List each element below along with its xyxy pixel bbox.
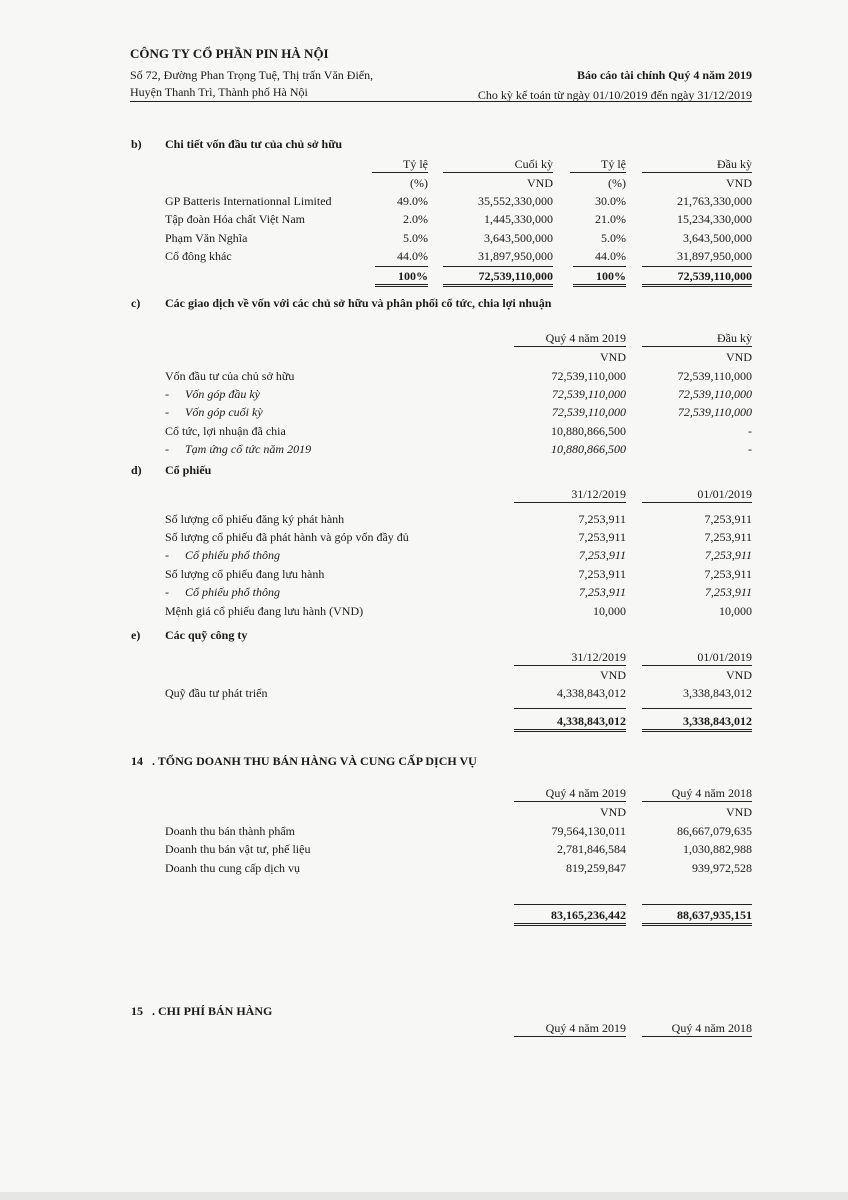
cell: -: [748, 424, 752, 438]
row-label: Mệnh giá cổ phiếu đang lưu hành (VND): [165, 604, 364, 618]
row-dash: -: [165, 548, 169, 562]
col-header-ratio-end: Tỷ lệ: [372, 157, 428, 173]
row-label: Số lượng cổ phiếu đăng ký phát hành: [165, 512, 345, 526]
report-title: Báo cáo tài chính Quý 4 năm 2019: [576, 68, 752, 82]
total-cell: 72,539,110,000: [642, 269, 752, 287]
total-rule: [514, 904, 626, 905]
row-label: Phạm Văn Nghĩa: [165, 231, 248, 245]
col-header-begin: Đầu kỳ: [642, 157, 752, 173]
row-label: Vốn đầu tư của chủ sở hữu: [165, 369, 295, 383]
row-label: Doanh thu bán vật tư, phế liệu: [165, 842, 311, 856]
cell: 10,880,866,500: [551, 424, 626, 438]
section-14-title: . TỔNG DOANH THU BÁN HÀNG VÀ CUNG CẤP DỊCH VỤ: [152, 754, 477, 768]
cell: 7,253,911: [578, 585, 626, 599]
unit-label: VND: [726, 805, 752, 819]
cell: 49.0%: [397, 194, 428, 208]
col-header-date-begin: 01/01/2019: [642, 650, 752, 666]
total-cell: 72,539,110,000: [443, 269, 553, 287]
row-label: Tạm ứng cổ tức năm 2019: [185, 442, 312, 456]
cell: 72,539,110,000: [551, 387, 626, 401]
row-label: Doanh thu cung cấp dịch vụ: [165, 861, 300, 875]
cell: 72,539,110,000: [551, 405, 626, 419]
col-header-begin: Đầu kỳ: [642, 331, 752, 347]
total-rule: [375, 266, 428, 267]
section-14-number: 14: [131, 754, 143, 768]
row-dash: -: [165, 387, 169, 401]
cell: 44.0%: [595, 249, 626, 263]
cell: 7,253,911: [704, 567, 752, 581]
cell: 31,897,950,000: [478, 249, 553, 263]
cell: 30.0%: [595, 194, 626, 208]
section-d-label: d): [131, 463, 142, 477]
section-15-title: . CHI PHÍ BÁN HÀNG: [152, 1004, 273, 1018]
row-label: Cổ phiếu phổ thông: [185, 548, 280, 562]
total-rule: [573, 266, 626, 267]
cell: 3,643,500,000: [683, 231, 752, 245]
row-label: Doanh thu bán thành phẩm: [165, 824, 295, 838]
cell: 72,539,110,000: [551, 369, 626, 383]
total-cell: 4,338,843,012: [514, 714, 626, 732]
row-label: Số lượng cổ phiếu đang lưu hành: [165, 567, 325, 581]
cell: -: [748, 442, 752, 456]
company-name: CÔNG TY CỔ PHẦN PIN HÀ NỘI: [130, 46, 329, 61]
company-address-line1: Số 72, Đường Phan Trọng Tuệ, Thị trấn Văn Điển,: [130, 68, 374, 82]
row-label: Cổ đông khác: [165, 249, 232, 263]
row-dash: -: [165, 585, 169, 599]
total-cell: 100%: [573, 269, 626, 287]
col-header-end: Cuối kỳ: [443, 157, 553, 173]
row-dash: -: [165, 405, 169, 419]
col-header-q4-2018: Quý 4 năm 2018: [642, 786, 752, 802]
total-cell: 3,338,843,012: [642, 714, 752, 732]
row-label: Cổ tức, lợi nhuận đã chia: [165, 424, 286, 438]
cell: 3,338,843,012: [683, 686, 752, 700]
cell: 10,000: [593, 604, 626, 618]
row-label: Quỹ đầu tư phát triển: [165, 686, 268, 700]
unit-label: (%): [410, 176, 428, 190]
cell: 72,539,110,000: [677, 387, 752, 401]
section-c-title: Các giao dịch về vốn với các chủ sở hữu và phân phối cổ tức, chia lợi nhuận: [165, 296, 552, 310]
col-header-date-end: 31/12/2019: [514, 650, 626, 666]
section-c-label: c): [131, 296, 141, 310]
col-header-date-begin: 01/01/2019: [642, 487, 752, 503]
cell: 1,030,882,988: [683, 842, 752, 856]
cell: 10,880,866,500: [551, 442, 626, 456]
section-e-title: Các quỹ công ty: [165, 628, 248, 642]
unit-label: VND: [726, 668, 752, 682]
col-header-q4-2019: Quý 4 năm 2019: [514, 1021, 626, 1037]
total-rule: [642, 904, 752, 905]
row-label: GP Batteris Internationnal Limited: [165, 194, 332, 208]
section-b-title: Chi tiết vốn đầu tư của chủ sở hữu: [165, 137, 343, 151]
unit-label: (%): [608, 176, 626, 190]
col-header-q4-2019: Quý 4 năm 2019: [514, 786, 626, 802]
cell: 31,897,950,000: [677, 249, 752, 263]
unit-label: VND: [600, 668, 626, 682]
row-label: Tập đoàn Hóa chất Việt Nam: [165, 212, 306, 226]
col-header-q4-2018: Quý 4 năm 2018: [642, 1021, 752, 1037]
cell: 7,253,911: [704, 585, 752, 599]
row-label: Cổ phiếu phổ thông: [185, 585, 280, 599]
col-header-q4-2019: Quý 4 năm 2019: [514, 331, 626, 347]
unit-label: VND: [726, 176, 752, 190]
cell: 72,539,110,000: [677, 405, 752, 419]
cell: 7,253,911: [578, 512, 626, 526]
unit-label: VND: [600, 805, 626, 819]
total-cell: 100%: [375, 269, 428, 287]
cell: 35,552,330,000: [478, 194, 553, 208]
cell: 7,253,911: [704, 530, 752, 544]
cell: 939,972,528: [692, 861, 752, 875]
col-header-ratio-begin: Tỷ lệ: [570, 157, 626, 173]
report-period: Cho kỳ kế toán từ ngày 01/10/2019 đến ngày 31/12/2019: [477, 88, 752, 102]
cell: 7,253,911: [704, 512, 752, 526]
cell: 72,539,110,000: [677, 369, 752, 383]
company-address-line2: Huyện Thanh Trì, Thành phố Hà Nội: [130, 85, 308, 99]
cell: 819,259,847: [566, 861, 626, 875]
cell: 3,643,500,000: [484, 231, 553, 245]
section-b-label: b): [131, 137, 142, 151]
total-rule: [642, 708, 752, 709]
cell: 7,253,911: [578, 567, 626, 581]
cell: 7,253,911: [704, 548, 752, 562]
cell: 2,781,846,584: [557, 842, 626, 856]
header-rule: [130, 101, 752, 102]
cell: 7,253,911: [578, 548, 626, 562]
col-header-date-end: 31/12/2019: [514, 487, 626, 503]
row-dash: -: [165, 442, 169, 456]
section-d-title: Cổ phiếu: [165, 463, 212, 477]
total-cell: 88,637,935,151: [642, 908, 752, 926]
cell: 5.0%: [403, 231, 428, 245]
cell: 1,445,330,000: [484, 212, 553, 226]
cell: 2.0%: [403, 212, 428, 226]
cell: 4,338,843,012: [557, 686, 626, 700]
row-label: Vốn góp cuối kỳ: [185, 405, 263, 419]
row-label: Vốn góp đầu kỳ: [185, 387, 260, 401]
cell: 15,234,330,000: [677, 212, 752, 226]
unit-label: VND: [726, 350, 752, 364]
cell: 86,667,079,635: [677, 824, 752, 838]
section-15-number: 15: [131, 1004, 143, 1018]
unit-label: VND: [527, 176, 553, 190]
section-e-label: e): [131, 628, 141, 642]
total-rule: [514, 708, 626, 709]
row-label: Số lượng cổ phiếu đã phát hành và góp vốn đầy đủ: [165, 530, 409, 544]
cell: 10,000: [719, 604, 752, 618]
cell: 21.0%: [595, 212, 626, 226]
cell: 21,763,330,000: [677, 194, 752, 208]
unit-label: VND: [600, 350, 626, 364]
page-bottom-edge: [0, 1192, 848, 1200]
cell: 44.0%: [397, 249, 428, 263]
cell: 5.0%: [601, 231, 626, 245]
total-rule: [642, 266, 752, 267]
cell: 79,564,130,011: [551, 824, 626, 838]
total-rule: [443, 266, 553, 267]
total-cell: 83,165,236,442: [514, 908, 626, 926]
cell: 7,253,911: [578, 530, 626, 544]
